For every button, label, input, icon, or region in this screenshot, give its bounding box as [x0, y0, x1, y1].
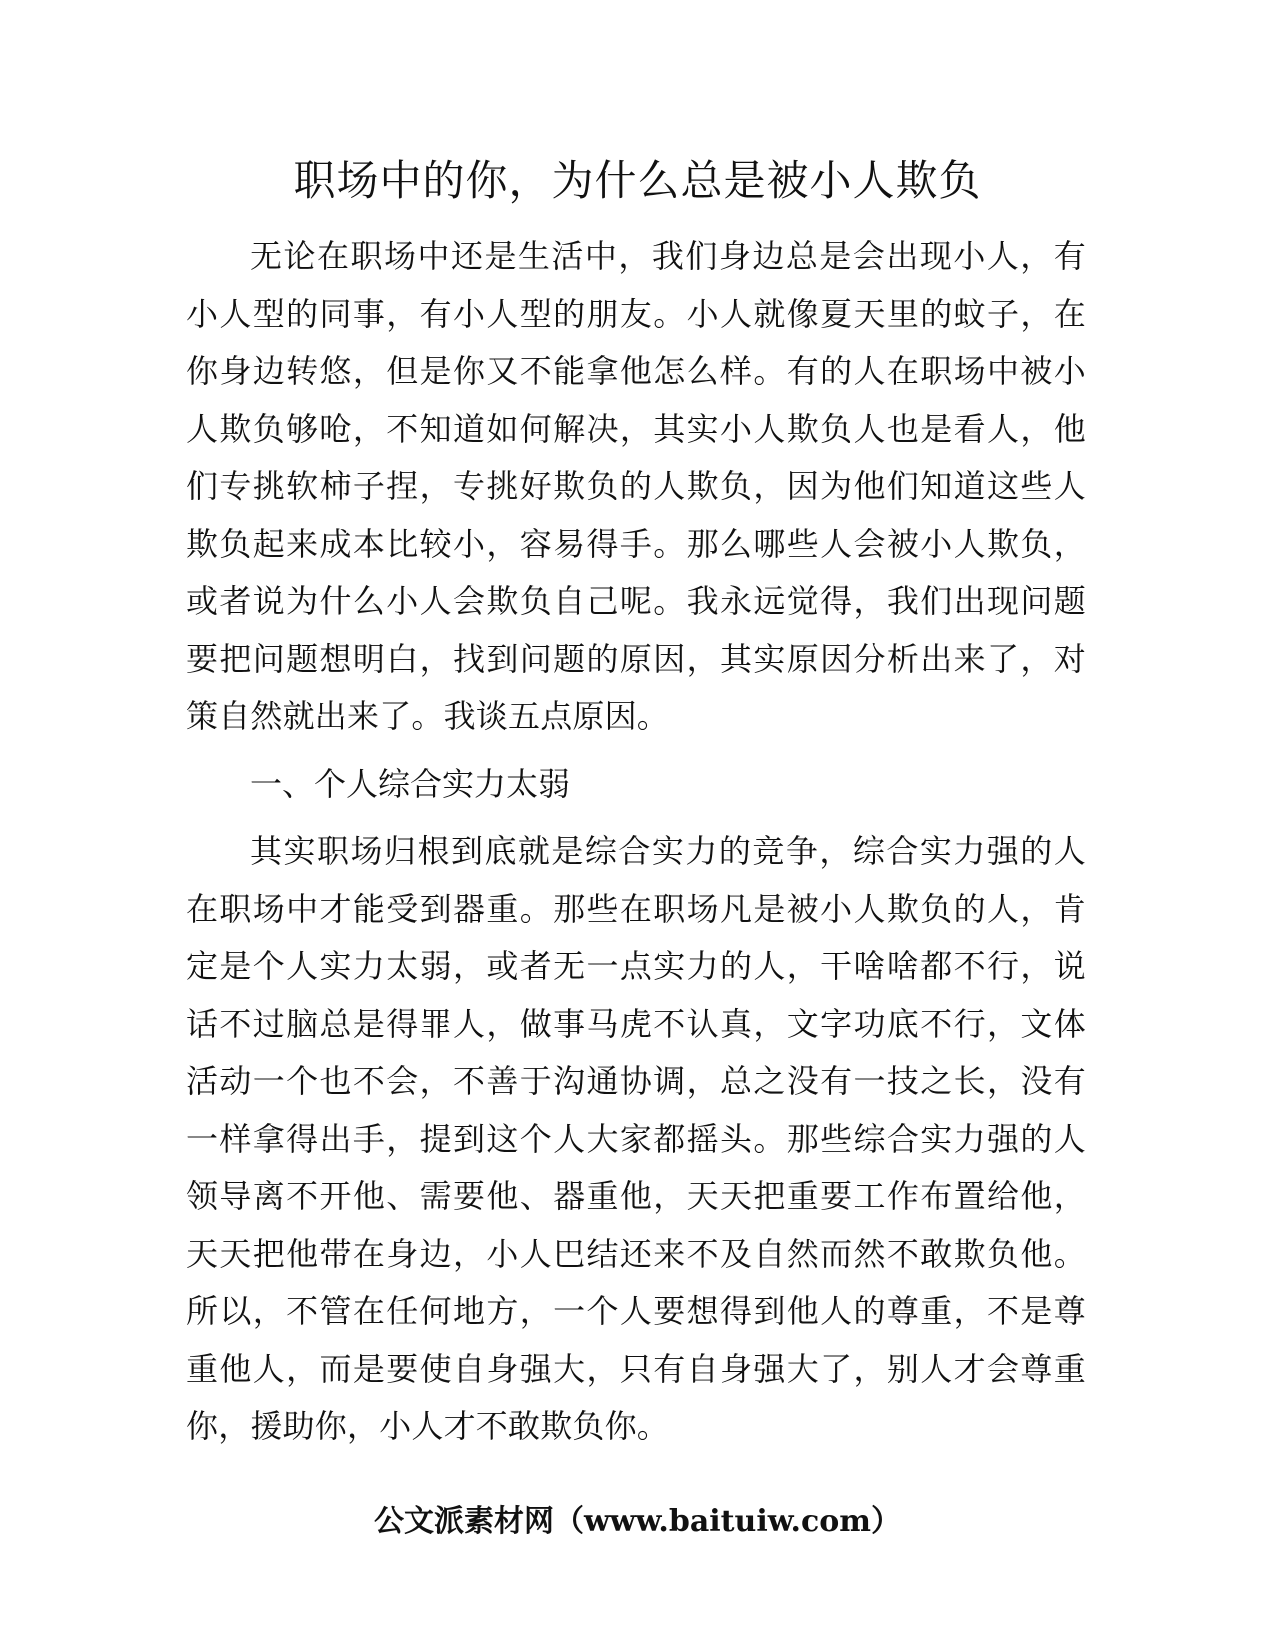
document-body [186, 228, 1086, 1456]
footer-source: 公文派素材网（www.baituiw.com） [373, 1504, 902, 1539]
section-heading: 一、个人综合实力太弱 [250, 764, 571, 803]
section-paragraph: 其实职场归根到底就是综合实力的竞争，综合实力强的人在职场中才能受到器重。那些在职场凡是被小人欺负的人，肯定是个人实力太弱，或者无一点实力的人，干啥啥都不行，说话不过脑总是得罪人，做事马虎不认真，文字功底不行，文体活动一个也不会，不善于沟通协调，总之没有一技之长，没有一样拿得出手，提到这个人大家都摇头。那些综合实力强的人领导离不开他、需要他、器重他，天天把重要工作布置给他，天天把他带在身边，小人巴结还来不及自然而然不敢欺负他。所以，不管在任何地方，一个人要想得到他人的尊重，不是尊重他人，而是要使自身强大，只有自身强大了，别人才会尊重你，援助你，小人才不敢欺负你。 [186, 832, 1086, 1445]
document-title: 职场中的你，为什么总是被小人欺负 [293, 156, 982, 205]
intro-paragraph: 无论在职场中还是生活中，我们身边总是会出现小人，有小人型的同事，有小人型的朋友。小人就像夏天里的蚊子，在你身边转悠，但是你又不能拿他怎么样。有的人在职场中被小人欺负够呛，不知道如何解决，其实小人欺负人也是看人，他们专挑软柿子捏，专挑好欺负的人欺负，因为他们知道这些人欺负起来成本比较小，容易得手。那么哪些人会被小人欺负，或者说为什么小人会欺负自己呢。我永远觉得，我们出现问题要把问题想明白，找到问题的原因，其实原因分析出来了，对策自然就出来了。我谈五点原因。 [186, 237, 1086, 735]
